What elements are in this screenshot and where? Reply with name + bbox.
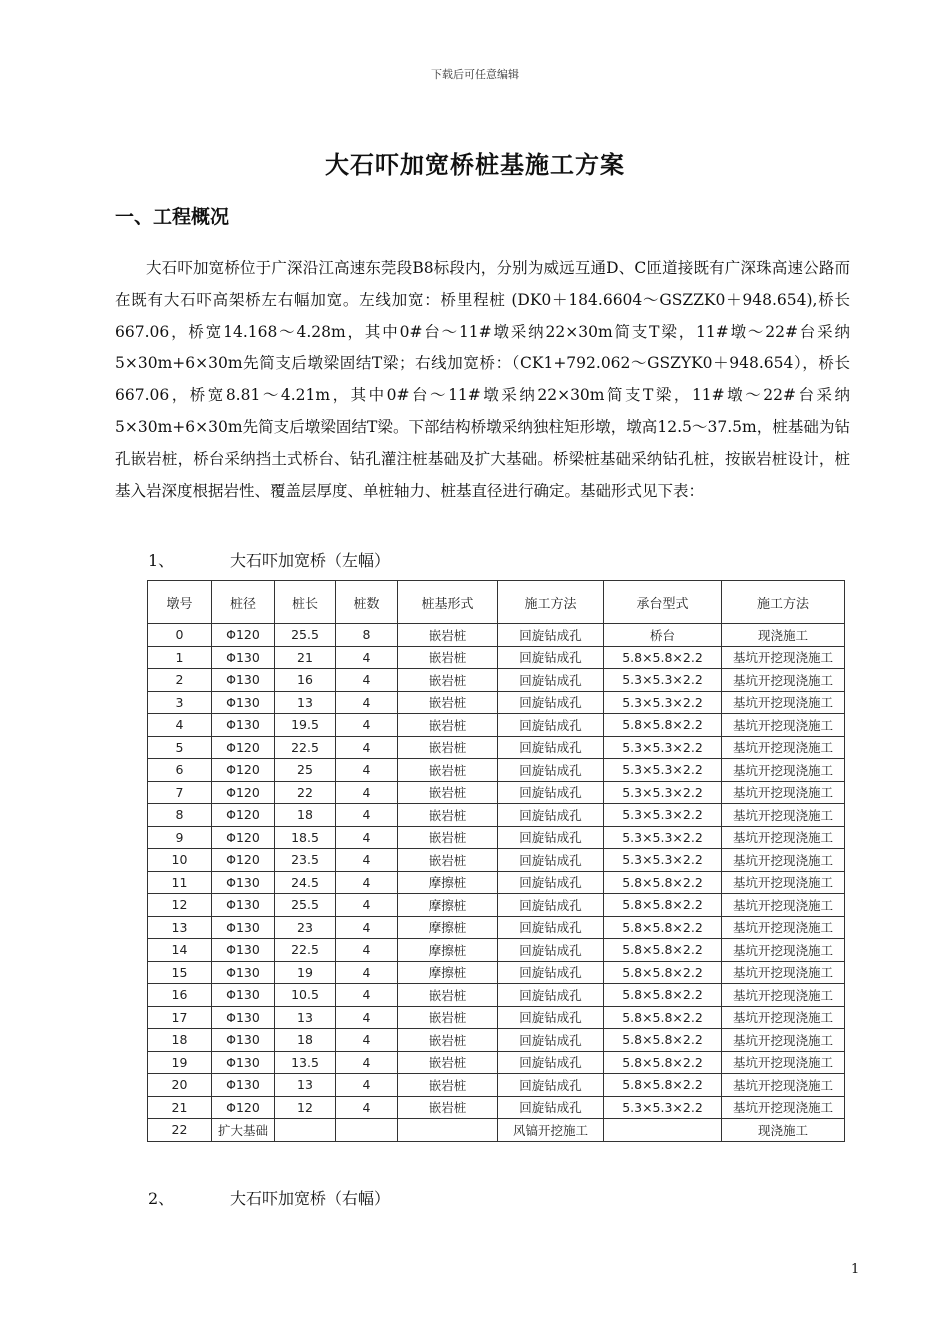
cell-construction-method: 回旋钻成孔 (498, 939, 604, 962)
table-row (148, 1029, 845, 1052)
cell-construction-method: 回旋钻成孔 (498, 759, 604, 782)
cell-cap-construction-method: 基坑开挖现浇施工 (722, 714, 845, 737)
cell-cap-construction-method: 基坑开挖现浇施工 (722, 669, 845, 692)
table-row (148, 624, 845, 647)
cell-construction-method: 回旋钻成孔 (498, 871, 604, 894)
cell-pile-length: 13 (275, 691, 336, 714)
cell-cap-construction-method: 基坑开挖现浇施工 (722, 1074, 845, 1097)
cell-pile-count: 4 (336, 961, 398, 984)
table-row (148, 894, 845, 917)
cell-pile-type: 嵌岩桩 (398, 1096, 498, 1119)
cell-cap-type: 5.8×5.8×2.2 (604, 916, 722, 939)
cell-pile-length: 22.5 (275, 736, 336, 759)
cell-pile-diameter: Φ130 (212, 714, 275, 737)
table-row (148, 1096, 845, 1119)
cell-pier-no: 19 (148, 1051, 212, 1074)
cell-pier-no: 11 (148, 871, 212, 894)
table-row (148, 1006, 845, 1029)
cell-construction-method: 回旋钻成孔 (498, 714, 604, 737)
cell-cap-type: 5.3×5.3×2.2 (604, 759, 722, 782)
cell-cap-type: 5.8×5.8×2.2 (604, 984, 722, 1007)
cell-construction-method: 回旋钻成孔 (498, 736, 604, 759)
cell-cap-construction-method: 基坑开挖现浇施工 (722, 894, 845, 917)
cell-pier-no: 15 (148, 961, 212, 984)
cell-pile-type: 嵌岩桩 (398, 984, 498, 1007)
cell-pile-type: 嵌岩桩 (398, 736, 498, 759)
cell-pile-diameter: Φ130 (212, 1051, 275, 1074)
cell-pile-type: 摩擦桩 (398, 871, 498, 894)
cell-construction-method: 回旋钻成孔 (498, 691, 604, 714)
table-row (148, 916, 845, 939)
cell-pile-type: 嵌岩桩 (398, 1029, 498, 1052)
cell-pile-count: 4 (336, 849, 398, 872)
cell-pile-length: 12 (275, 1096, 336, 1119)
cell-pile-type: 嵌岩桩 (398, 759, 498, 782)
cell-cap-type: 5.8×5.8×2.2 (604, 646, 722, 669)
cell-pile-diameter: Φ130 (212, 916, 275, 939)
cell-pile-count: 4 (336, 826, 398, 849)
header-pier-no: 墩号 (148, 581, 212, 624)
pile-foundation-table (147, 580, 845, 1142)
cell-pile-length: 19.5 (275, 714, 336, 737)
cell-pile-length: 23.5 (275, 849, 336, 872)
subheading-number: 1、 (148, 551, 175, 570)
cell-pier-no: 21 (148, 1096, 212, 1119)
cell-pier-no: 10 (148, 849, 212, 872)
header-cap-construction-method: 施工方法 (722, 581, 845, 624)
cell-pile-length: 16 (275, 669, 336, 692)
cell-pile-type: 摩擦桩 (398, 916, 498, 939)
cell-cap-construction-method: 基坑开挖现浇施工 (722, 939, 845, 962)
cell-construction-method: 回旋钻成孔 (498, 1029, 604, 1052)
cell-pile-length: 18.5 (275, 826, 336, 849)
overview-paragraph: 大石吓加宽桥位于广深沿江高速东莞段B8标段内，分别为威远互通D、C匝道接既有广深珠高速公路而在既有大石吓高架桥左右幅加宽。左线加宽：桥里程桩 (DK0＋184.6604～GSZZK0＋948.654),桥长667.06，桥宽14.168～4.28m，其中0#台～11#墩采纳22×30m简支T梁，11#墩～22#台采纳5×30m+6×30m先简支后墩梁固结T梁；右线加宽桥：（CK1+792.062～GSZYK0＋948.654），桥长667.06，桥宽8.81～4.21m，其中0#台～11#墩采纳22×30m简支T梁，11#墩～22#台采纳5×30m+6×30m先简支后墩梁固结T梁。下部结构桥墩采纳独柱矩形墩，墩高12.5～37.5m，桩基础为钻孔嵌岩桩，桥台采纳挡土式桥台、钻孔灌注桩基础及扩大基础。桥梁桩基础采纳钻孔桩，按嵌岩桩设计，桩基入岩深度根据岩性、覆盖层厚度、单桩轴力、桩基直径进行确定。基础形式见下表： (115, 259, 850, 500)
table-row (148, 759, 845, 782)
cell-pile-count: 8 (336, 624, 398, 647)
cell-pile-count: 4 (336, 939, 398, 962)
cell-cap-construction-method: 基坑开挖现浇施工 (722, 1029, 845, 1052)
cell-pile-count: 4 (336, 714, 398, 737)
cell-pier-no: 8 (148, 804, 212, 827)
header-pile-count: 桩数 (336, 581, 398, 624)
cell-pier-no: 22 (148, 1119, 212, 1142)
cell-cap-construction-method: 现浇施工 (722, 624, 845, 647)
cell-cap-construction-method: 基坑开挖现浇施工 (722, 849, 845, 872)
cell-cap-construction-method: 基坑开挖现浇施工 (722, 691, 845, 714)
cell-pile-type: 嵌岩桩 (398, 669, 498, 692)
cell-cap-construction-method: 基坑开挖现浇施工 (722, 1051, 845, 1074)
page-number: 1 (851, 1262, 860, 1277)
cell-cap-type: 5.8×5.8×2.2 (604, 1051, 722, 1074)
cell-pile-length: 23 (275, 916, 336, 939)
cell-pile-length: 21 (275, 646, 336, 669)
cell-pile-diameter: 扩大基础 (212, 1119, 275, 1142)
cell-pile-diameter: Φ130 (212, 939, 275, 962)
cell-construction-method: 回旋钻成孔 (498, 781, 604, 804)
cell-pile-type: 嵌岩桩 (398, 691, 498, 714)
cell-pile-type: 嵌岩桩 (398, 781, 498, 804)
cell-pile-type: 嵌岩桩 (398, 849, 498, 872)
cell-pier-no: 2 (148, 669, 212, 692)
cell-pile-type: 嵌岩桩 (398, 714, 498, 737)
cell-pile-type: 摩擦桩 (398, 894, 498, 917)
cell-construction-method: 回旋钻成孔 (498, 961, 604, 984)
cell-construction-method: 回旋钻成孔 (498, 1006, 604, 1029)
cell-pile-diameter: Φ120 (212, 781, 275, 804)
cell-pile-length: 13 (275, 1006, 336, 1029)
cell-pile-diameter: Φ130 (212, 961, 275, 984)
table-row (148, 826, 845, 849)
cell-cap-construction-method: 现浇施工 (722, 1119, 845, 1142)
cell-cap-construction-method: 基坑开挖现浇施工 (722, 871, 845, 894)
cell-pier-no: 1 (148, 646, 212, 669)
table-row (148, 961, 845, 984)
cell-pile-count: 4 (336, 984, 398, 1007)
cell-pile-diameter: Φ130 (212, 691, 275, 714)
cell-pile-length: 18 (275, 804, 336, 827)
cell-pile-length: 10.5 (275, 984, 336, 1007)
table-row (148, 1119, 845, 1142)
cell-pile-diameter: Φ130 (212, 669, 275, 692)
cell-cap-construction-method: 基坑开挖现浇施工 (722, 759, 845, 782)
cell-construction-method: 回旋钻成孔 (498, 646, 604, 669)
table-row (148, 804, 845, 827)
cell-pier-no: 6 (148, 759, 212, 782)
cell-construction-method: 回旋钻成孔 (498, 826, 604, 849)
cell-pile-count: 4 (336, 1051, 398, 1074)
cell-cap-type: 5.8×5.8×2.2 (604, 1074, 722, 1097)
subheading-left-bridge (148, 548, 390, 571)
cell-pier-no: 18 (148, 1029, 212, 1052)
cell-pile-diameter: Φ120 (212, 624, 275, 647)
cell-pier-no: 12 (148, 894, 212, 917)
cell-pile-diameter: Φ130 (212, 646, 275, 669)
cell-cap-construction-method: 基坑开挖现浇施工 (722, 646, 845, 669)
cell-cap-type: 5.8×5.8×2.2 (604, 871, 722, 894)
cell-cap-construction-method: 基坑开挖现浇施工 (722, 1006, 845, 1029)
cell-construction-method: 回旋钻成孔 (498, 624, 604, 647)
cell-pile-count: 4 (336, 916, 398, 939)
cell-pile-length: 19 (275, 961, 336, 984)
header-cap-type: 承台型式 (604, 581, 722, 624)
cell-construction-method: 回旋钻成孔 (498, 1096, 604, 1119)
cell-pile-length: 25.5 (275, 894, 336, 917)
cell-construction-method: 回旋钻成孔 (498, 894, 604, 917)
cell-construction-method: 回旋钻成孔 (498, 849, 604, 872)
cell-cap-type: 桥台 (604, 624, 722, 647)
cell-cap-construction-method: 基坑开挖现浇施工 (722, 916, 845, 939)
cell-cap-type: 5.3×5.3×2.2 (604, 804, 722, 827)
cell-pile-diameter: Φ130 (212, 1074, 275, 1097)
cell-pier-no: 16 (148, 984, 212, 1007)
table-row (148, 1074, 845, 1097)
subheading-number: 2、 (148, 1189, 175, 1208)
cell-pier-no: 3 (148, 691, 212, 714)
cell-pier-no: 5 (148, 736, 212, 759)
table-row (148, 714, 845, 737)
cell-cap-type: 5.3×5.3×2.2 (604, 1096, 722, 1119)
cell-pier-no: 7 (148, 781, 212, 804)
cell-pile-length (275, 1119, 336, 1142)
cell-cap-type (604, 1119, 722, 1142)
cell-pile-length: 25 (275, 759, 336, 782)
cell-pile-count: 4 (336, 1096, 398, 1119)
cell-cap-type: 5.3×5.3×2.2 (604, 669, 722, 692)
cell-cap-construction-method: 基坑开挖现浇施工 (722, 826, 845, 849)
cell-pier-no: 0 (148, 624, 212, 647)
cell-pile-type: 嵌岩桩 (398, 624, 498, 647)
cell-pile-length: 22.5 (275, 939, 336, 962)
cell-pier-no: 20 (148, 1074, 212, 1097)
cell-cap-construction-method: 基坑开挖现浇施工 (722, 804, 845, 827)
subheading-right-bridge (148, 1186, 390, 1209)
cell-pile-length: 22 (275, 781, 336, 804)
table-row (148, 736, 845, 759)
cell-pile-length: 13.5 (275, 1051, 336, 1074)
cell-cap-type: 5.8×5.8×2.2 (604, 714, 722, 737)
cell-pile-diameter: Φ130 (212, 1006, 275, 1029)
cell-pile-count: 4 (336, 1029, 398, 1052)
subheading-label: 大石吓加宽桥（左幅） (230, 551, 391, 570)
cell-cap-type: 5.3×5.3×2.2 (604, 736, 722, 759)
cell-pile-type: 摩擦桩 (398, 939, 498, 962)
cell-pile-type: 嵌岩桩 (398, 646, 498, 669)
cell-pile-diameter: Φ130 (212, 871, 275, 894)
cell-cap-type: 5.8×5.8×2.2 (604, 894, 722, 917)
cell-pile-diameter: Φ120 (212, 826, 275, 849)
cell-construction-method: 回旋钻成孔 (498, 804, 604, 827)
subheading-label: 大石吓加宽桥（右幅） (230, 1189, 391, 1208)
table-header-row (148, 581, 845, 624)
cell-cap-construction-method: 基坑开挖现浇施工 (722, 961, 845, 984)
cell-pile-length: 18 (275, 1029, 336, 1052)
cell-construction-method: 回旋钻成孔 (498, 1074, 604, 1097)
cell-pile-type: 摩擦桩 (398, 961, 498, 984)
cell-pile-diameter: Φ120 (212, 759, 275, 782)
cell-pile-count: 4 (336, 646, 398, 669)
cell-pile-type: 嵌岩桩 (398, 804, 498, 827)
table-row (148, 871, 845, 894)
cell-construction-method: 风镐开挖施工 (498, 1119, 604, 1142)
cell-cap-type: 5.8×5.8×2.2 (604, 1029, 722, 1052)
cell-pile-diameter: Φ120 (212, 804, 275, 827)
cell-pier-no: 9 (148, 826, 212, 849)
cell-pile-diameter: Φ120 (212, 736, 275, 759)
cell-pier-no: 13 (148, 916, 212, 939)
table-row (148, 669, 845, 692)
cell-cap-type: 5.3×5.3×2.2 (604, 826, 722, 849)
cell-pile-diameter: Φ120 (212, 849, 275, 872)
header-note: 下载后可任意编辑 (431, 68, 519, 81)
cell-pier-no: 4 (148, 714, 212, 737)
section-heading-overview: 一、工程概况 (115, 206, 230, 228)
cell-cap-type: 5.3×5.3×2.2 (604, 849, 722, 872)
cell-pier-no: 14 (148, 939, 212, 962)
cell-cap-type: 5.8×5.8×2.2 (604, 961, 722, 984)
cell-pile-diameter: Φ120 (212, 1096, 275, 1119)
cell-construction-method: 回旋钻成孔 (498, 984, 604, 1007)
cell-cap-type: 5.3×5.3×2.2 (604, 691, 722, 714)
cell-pile-count: 4 (336, 1006, 398, 1029)
cell-cap-construction-method: 基坑开挖现浇施工 (722, 984, 845, 1007)
cell-cap-construction-method: 基坑开挖现浇施工 (722, 781, 845, 804)
cell-pile-count: 4 (336, 804, 398, 827)
table-row (148, 939, 845, 962)
header-pile-type: 桩基形式 (398, 581, 498, 624)
table-row (148, 691, 845, 714)
cell-pile-count: 4 (336, 759, 398, 782)
header-construction-method: 施工方法 (498, 581, 604, 624)
cell-pile-count (336, 1119, 398, 1142)
cell-pile-diameter: Φ130 (212, 894, 275, 917)
cell-construction-method: 回旋钻成孔 (498, 669, 604, 692)
header-pile-length: 桩长 (275, 581, 336, 624)
cell-pile-count: 4 (336, 691, 398, 714)
cell-pile-type: 嵌岩桩 (398, 1051, 498, 1074)
cell-pile-diameter: Φ130 (212, 1029, 275, 1052)
document-title: 大石吓加宽桥桩基施工方案 (325, 151, 625, 179)
cell-pier-no: 17 (148, 1006, 212, 1029)
cell-pile-type: 嵌岩桩 (398, 1006, 498, 1029)
cell-pile-diameter: Φ130 (212, 984, 275, 1007)
cell-cap-construction-method: 基坑开挖现浇施工 (722, 1096, 845, 1119)
header-pile-diameter: 桩径 (212, 581, 275, 624)
cell-pile-type: 嵌岩桩 (398, 1074, 498, 1097)
cell-construction-method: 回旋钻成孔 (498, 916, 604, 939)
table-row (148, 984, 845, 1007)
cell-pile-count: 4 (336, 871, 398, 894)
cell-pile-length: 13 (275, 1074, 336, 1097)
cell-cap-type: 5.8×5.8×2.2 (604, 1006, 722, 1029)
cell-pile-length: 24.5 (275, 871, 336, 894)
cell-pile-count: 4 (336, 781, 398, 804)
cell-pile-count: 4 (336, 669, 398, 692)
cell-cap-construction-method: 基坑开挖现浇施工 (722, 736, 845, 759)
table-row (148, 849, 845, 872)
cell-pile-type: 嵌岩桩 (398, 826, 498, 849)
cell-construction-method: 回旋钻成孔 (498, 1051, 604, 1074)
table-row (148, 1051, 845, 1074)
cell-cap-type: 5.8×5.8×2.2 (604, 939, 722, 962)
table-row (148, 781, 845, 804)
cell-pile-count: 4 (336, 894, 398, 917)
table-row (148, 646, 845, 669)
cell-pile-count: 4 (336, 1074, 398, 1097)
cell-pile-length: 25.5 (275, 624, 336, 647)
cell-pile-type (398, 1119, 498, 1142)
cell-cap-type: 5.3×5.3×2.2 (604, 781, 722, 804)
cell-pile-count: 4 (336, 736, 398, 759)
